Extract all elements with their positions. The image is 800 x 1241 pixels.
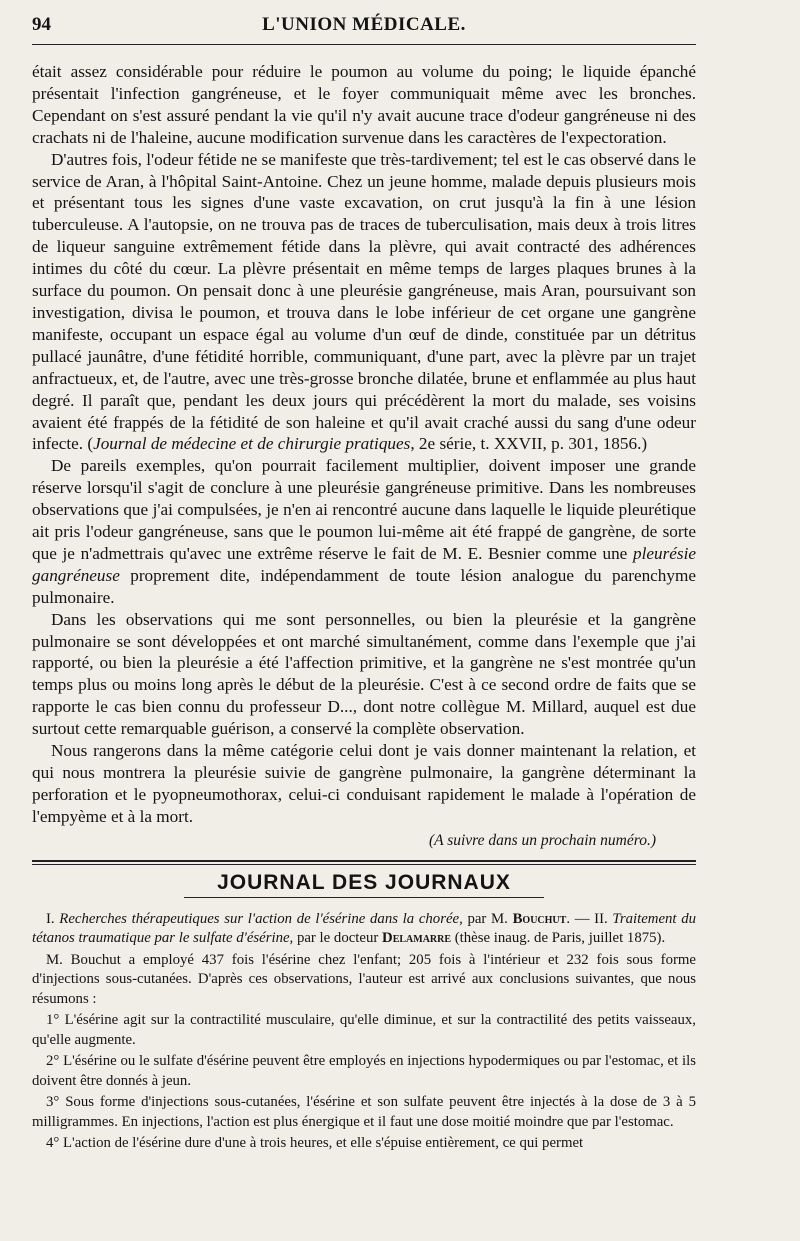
paragraph-continued: était assez considérable pour réduire le poumon au volume du poing; le liquide épanché présentait l'infection gangréneuse, et le foyer communiquait même avec les bronches. Cependant on s'est assuré pendant la vie qu'il n'y avait aucune trace d'odeur gangréneuse ni des crachats ni de l'haleine, aucune modification survenue dans les caractères de l'expectoration. xyxy=(32,62,696,147)
conclusion-3: 3° Sous forme d'injections sous-cutanées, l'ésérine et son sulfate peuvent être injectés à la dose de 3 à 5 milligrammes. En injections, l'action est plus énergique et il faut une dose moitié moindre que par l'estomac. xyxy=(32,1094,696,1130)
paragraph-conclusion: Nous rangerons dans la même catégorie celui dont je vais donner maintenant la relation, et qui nous montrera la pleurésie suivie de gangrène pulmonaire, la gangrène déterminant la perforation et le pyopneumothorax, celui-ci conduisant rapidement le malade à l'opération de l'empyème et à la mort. xyxy=(32,741,696,826)
conclusion-1: 1° L'ésérine agit sur la contractilité musculaire, qu'elle diminue, et sur la contractilité des petits vaisseaux, qu'elle augmente. xyxy=(32,1012,696,1048)
page-number: 94 xyxy=(32,14,51,35)
to-be-continued-text: (A suivre dans un prochain numéro.) xyxy=(428,831,656,849)
conclusion-4: 4° L'action de l'ésérine dure d'une à trois heures, et elle s'épuise entièrement, ce qui permet xyxy=(46,1135,584,1152)
paragraph-aran-case xyxy=(32,149,696,456)
paragraph-reserve xyxy=(32,455,696,608)
conclusion-2: 2° L'ésérine ou le sulfate d'ésérine peuvent être employés en injections hypodermiques ou par l'estomac, et ils doivent être donnés à jeun. xyxy=(32,1053,696,1089)
running-header xyxy=(32,14,696,45)
ref-ii-number: II. xyxy=(594,910,613,927)
review-intro: M. Bouchut a employé 437 fois l'ésérine chez l'enfant; 205 fois à l'intérieur et 232 fois sous forme d'injections sous-cutanées. D'après ces observations, l'auteur est arrivé aux conclusions suivantes, que nous résumons : xyxy=(32,951,696,1007)
pleurisy-term: pleurésie gangréneuse xyxy=(32,543,696,585)
title-underline xyxy=(184,897,544,898)
paragraph-personal-observations: Dans les observations qui me sont personnelles, ou bien la pleurésie et la gangrène pulmonaire se sont développées et ont marché simultanément, comme dans l'exemple que j'ai rapporté, ou bien la pleurésie a été l'affection primitive, et la gangrène ne s'est montrée qu'un temps plus ou moins long après le début de la pleurésie. C'est à ce second ordre de faits que se rapporte le cas bien connu du professeur D..., dont notre collègue M. Millard, auquel est due surtout cette remarquable guérison, a conservé la complète observation. xyxy=(32,609,696,739)
reserve-text-after: proprement dite, indépendamment de toute lésion analogue du parenchyme pulmonaire. xyxy=(32,565,696,607)
ref-ii-title: Traitement du tétanos traumatique par le sulfate d'ésérine, xyxy=(32,910,696,947)
ref-i-author: Bouchut xyxy=(512,910,567,927)
ref-ii-thesis: (thèse inaug. de Paris, juillet 1875). xyxy=(451,930,666,947)
review-references xyxy=(32,910,696,949)
citation-journal-title: Journal de médecine et de chirurgie pratiques xyxy=(93,434,411,454)
ref-i-number: I. xyxy=(46,910,60,927)
to-be-continued-note xyxy=(32,830,656,852)
ref-i-by: par M. xyxy=(462,910,513,927)
ref-i-title: Recherches thérapeutiques sur l'action de l'ésérine dans la chorée, xyxy=(59,910,463,927)
ref-ii-author: Delamarre xyxy=(382,930,452,947)
journal-review-section xyxy=(32,910,696,1154)
ref-ii-by: par le docteur xyxy=(293,930,383,947)
journal-title: L'UNION MÉDICALE. xyxy=(262,14,466,35)
section-title: JOURNAL DES JOURNAUX xyxy=(217,870,511,894)
article-body xyxy=(32,61,696,852)
ref-separator: . — xyxy=(566,910,595,927)
aran-case-text: D'autres fois, l'odeur fétide ne se manifeste que très-tardivement; tel est le cas observé dans le service de Aran, à l'hôpital Saint-Antoine. Chez un jeune homme, malade depuis plusieurs mois et présentant tous les signes d'une vaste excavation, on crut jusqu'à la fin à une lésion tuberculeuse. A l'autopsie, on ne trouva pas de traces de tuberculisation, mais deux à trois litres de liqueur sanguine extrêmement fétide dans la plèvre, qui avait contracté des adhérences intimes du côté du cœur. La plèvre présentait en même temps de larges plaques brunes à la surface du poumon. On pensait donc à une pleurésie gangréneuse, mais Aran, poursuivant son investigation, divisa le poumon, et trouva dans le lobe inférieur de cet organe une gangrène manifeste, occupant un espace égal au volume d'un œuf de dinde, constituée par un détritus pullacé jaunâtre, d'une fétidité horrible, communiquant, d'une part, avec la plèvre par un trajet anfractueux, et, de l'autre, avec une très-grosse bronche dilatée, brune et enflammée au plus haut degré. Il paraît que, pendant les deux jours qui précédèrent la mort du malade, ses voisins avaient été frappés de la fétidité de son haleine et qu'il avait craché aussi du sang d'une odeur infecte. ( xyxy=(32,149,696,454)
reserve-text-before: De pareils exemples, qu'on pourrait facilement multiplier, doivent imposer une grande réserve lorsqu'il s'agit de conclure à une pleurésie gangréneuse primitive. Dans les nombreuses observations que j'ai compulsées, je n'en ai rencontré aucune dans laquelle le liquide pleurétique ait pris l'odeur gangréneuse, sans que le poumon lui-même ait été frappé de gangrène, de sorte que je n'admettrais qu'avec une extrême réserve le fait de M. E. Besnier comme une xyxy=(32,456,696,563)
section-divider xyxy=(32,860,696,865)
citation-details: , 2e série, t. XXVII, p. 301, 1856.) xyxy=(410,434,648,454)
